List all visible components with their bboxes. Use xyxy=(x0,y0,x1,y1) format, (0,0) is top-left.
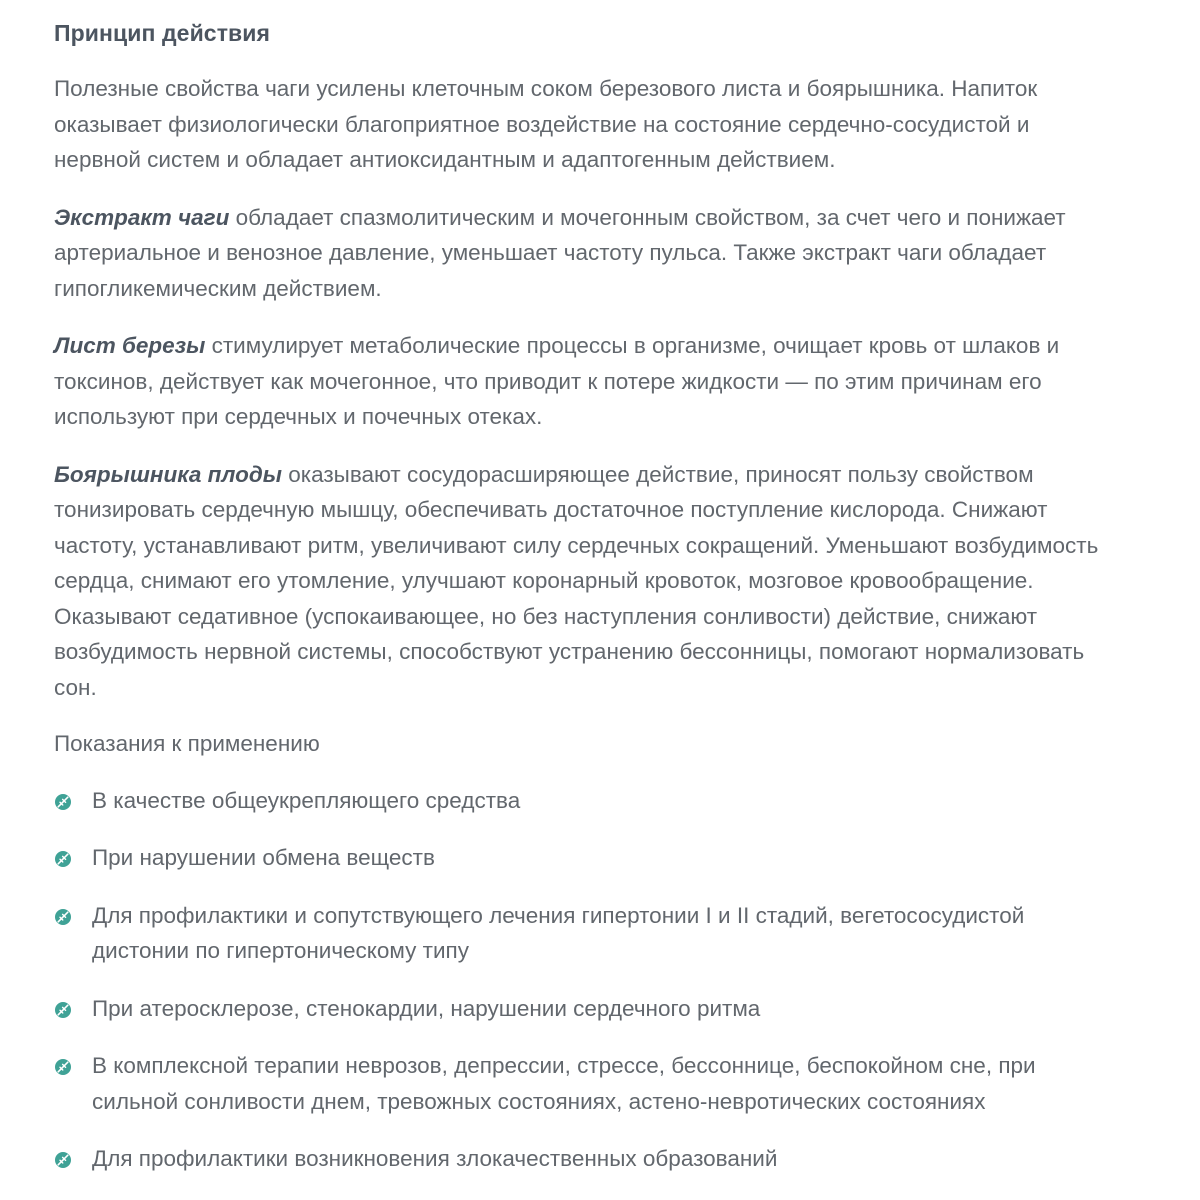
birch-text: стимулирует метаболические процессы в организме, очищает кровь от шлаков и токсинов, действует как мочегонное, что приводит к потере жидкости — по этим причинам его используют при сердечных и почечных отеках. xyxy=(54,333,1060,429)
list-item-text: При нарушении обмена веществ xyxy=(92,845,435,870)
list-item-text: Для профилактики и сопутствующего лечения гипертонии I и II стадий, вегетососудистой дистонии по гипертоническому типу xyxy=(92,902,1025,963)
hawthorn-paragraph xyxy=(54,457,1120,706)
list-item-text: Для профилактики возникновения злокачественных образований xyxy=(92,1146,778,1171)
list-item xyxy=(54,840,1120,876)
leaf-check-icon xyxy=(54,908,72,926)
list-item-text: При атеросклерозе, стенокардии, нарушении сердечного ритма xyxy=(92,995,761,1021)
indications-list xyxy=(54,783,1120,1177)
list-item-text: В качестве общеукрепляющего средства xyxy=(92,787,521,813)
term-birch: Лист березы xyxy=(54,333,206,358)
leaf-check-icon xyxy=(54,1001,72,1019)
leaf-check-icon xyxy=(54,850,72,868)
leaf-check-icon xyxy=(54,1151,72,1169)
list-item xyxy=(54,898,1120,969)
indications-heading: Показания к применению xyxy=(54,731,320,756)
intro-paragraph: Полезные свойства чаги усилены клеточным соком березового листа и боярышника. Напиток оказывает физиологически благоприятное воздействие на состояние сердечно-сосудистой и нервной систем и обладает антиоксидантным и адаптогенным действием. xyxy=(54,76,1038,172)
birch-paragraph xyxy=(54,328,1120,435)
list-item xyxy=(54,1048,1120,1119)
chaga-paragraph xyxy=(54,200,1120,307)
leaf-check-icon xyxy=(54,1058,72,1076)
term-chaga: Экстракт чаги xyxy=(54,204,230,230)
list-item xyxy=(54,1141,1120,1177)
term-hawthorn: Боярышника плоды xyxy=(54,461,282,487)
list-item xyxy=(54,991,1120,1027)
list-item xyxy=(54,783,1120,819)
hawthorn-text: оказывают сосудорасширяющее действие, приносят пользу свойством тонизировать сердечную мышцу, обеспечивать достаточное поступление кислорода. Снижают частоту, устанавливают ритм, увеличивают силу сердечных сокращений. Уменьшают возбудимость сердца, снимают его утомление, улучшают коронарный кровоток, мозговое кровообращение. Оказывают седативное (успокаивающее, но без наступления сонливости) действие, снижают возбудимость нервной системы, способствуют устранению бессонницы, помогают нормализовать сон. xyxy=(54,461,1099,700)
chaga-text: обладает спазмолитическим и мочегонным свойством, за счет чего и понижает артериальное и венозное давление, уменьшает частоту пульса. Также экстракт чаги обладает гипогликемическим действием. xyxy=(54,204,1066,301)
section-title: Принцип действия xyxy=(54,20,271,46)
leaf-check-icon xyxy=(54,793,72,811)
list-item-text: В комплексной терапии неврозов, депрессии, стрессе, бессоннице, беспокойном сне, при сильной сонливости днем, тревожных состояниях, астено-невротических состояниях xyxy=(92,1053,1036,1114)
